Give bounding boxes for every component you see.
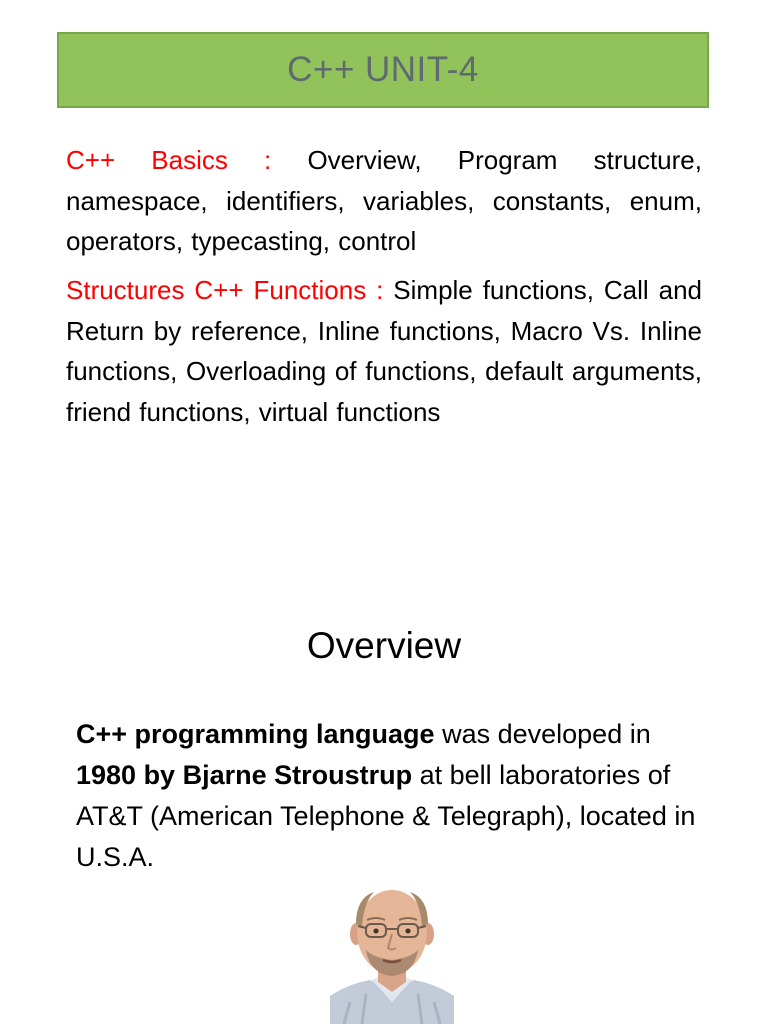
basics-label: C++ Basics : — [66, 145, 272, 175]
functions-text: Simple functions, Call and Return by reference, Inline functions, Macro Vs. Inline functions, Overloading of functions, default arguments, friend functions, virtual functions — [66, 275, 702, 427]
overview-heading: Overview — [306, 625, 462, 666]
overview-text-2: at bell laboratories of AT&T (American Telephone & Telegraph), located in U.S.A. — [76, 760, 696, 872]
overview-bold-author: 1980 by Bjarne Stroustrup — [76, 760, 413, 790]
basics-text: Overview, Program structure, namespace, identifiers, variables, constants, enum, operators, typecasting, control — [66, 145, 702, 256]
overview-text-1: was developed in — [434, 719, 651, 749]
functions-paragraph — [66, 270, 702, 432]
basics-paragraph — [66, 140, 702, 262]
title-banner — [57, 32, 709, 108]
portrait-photo-icon — [330, 884, 454, 1024]
overview-paragraph — [76, 714, 726, 878]
overview-bold-language: C++ programming language — [76, 719, 435, 749]
page-title: C++ UNIT-4 — [287, 50, 479, 89]
functions-label: Structures C++ Functions : — [66, 275, 384, 305]
